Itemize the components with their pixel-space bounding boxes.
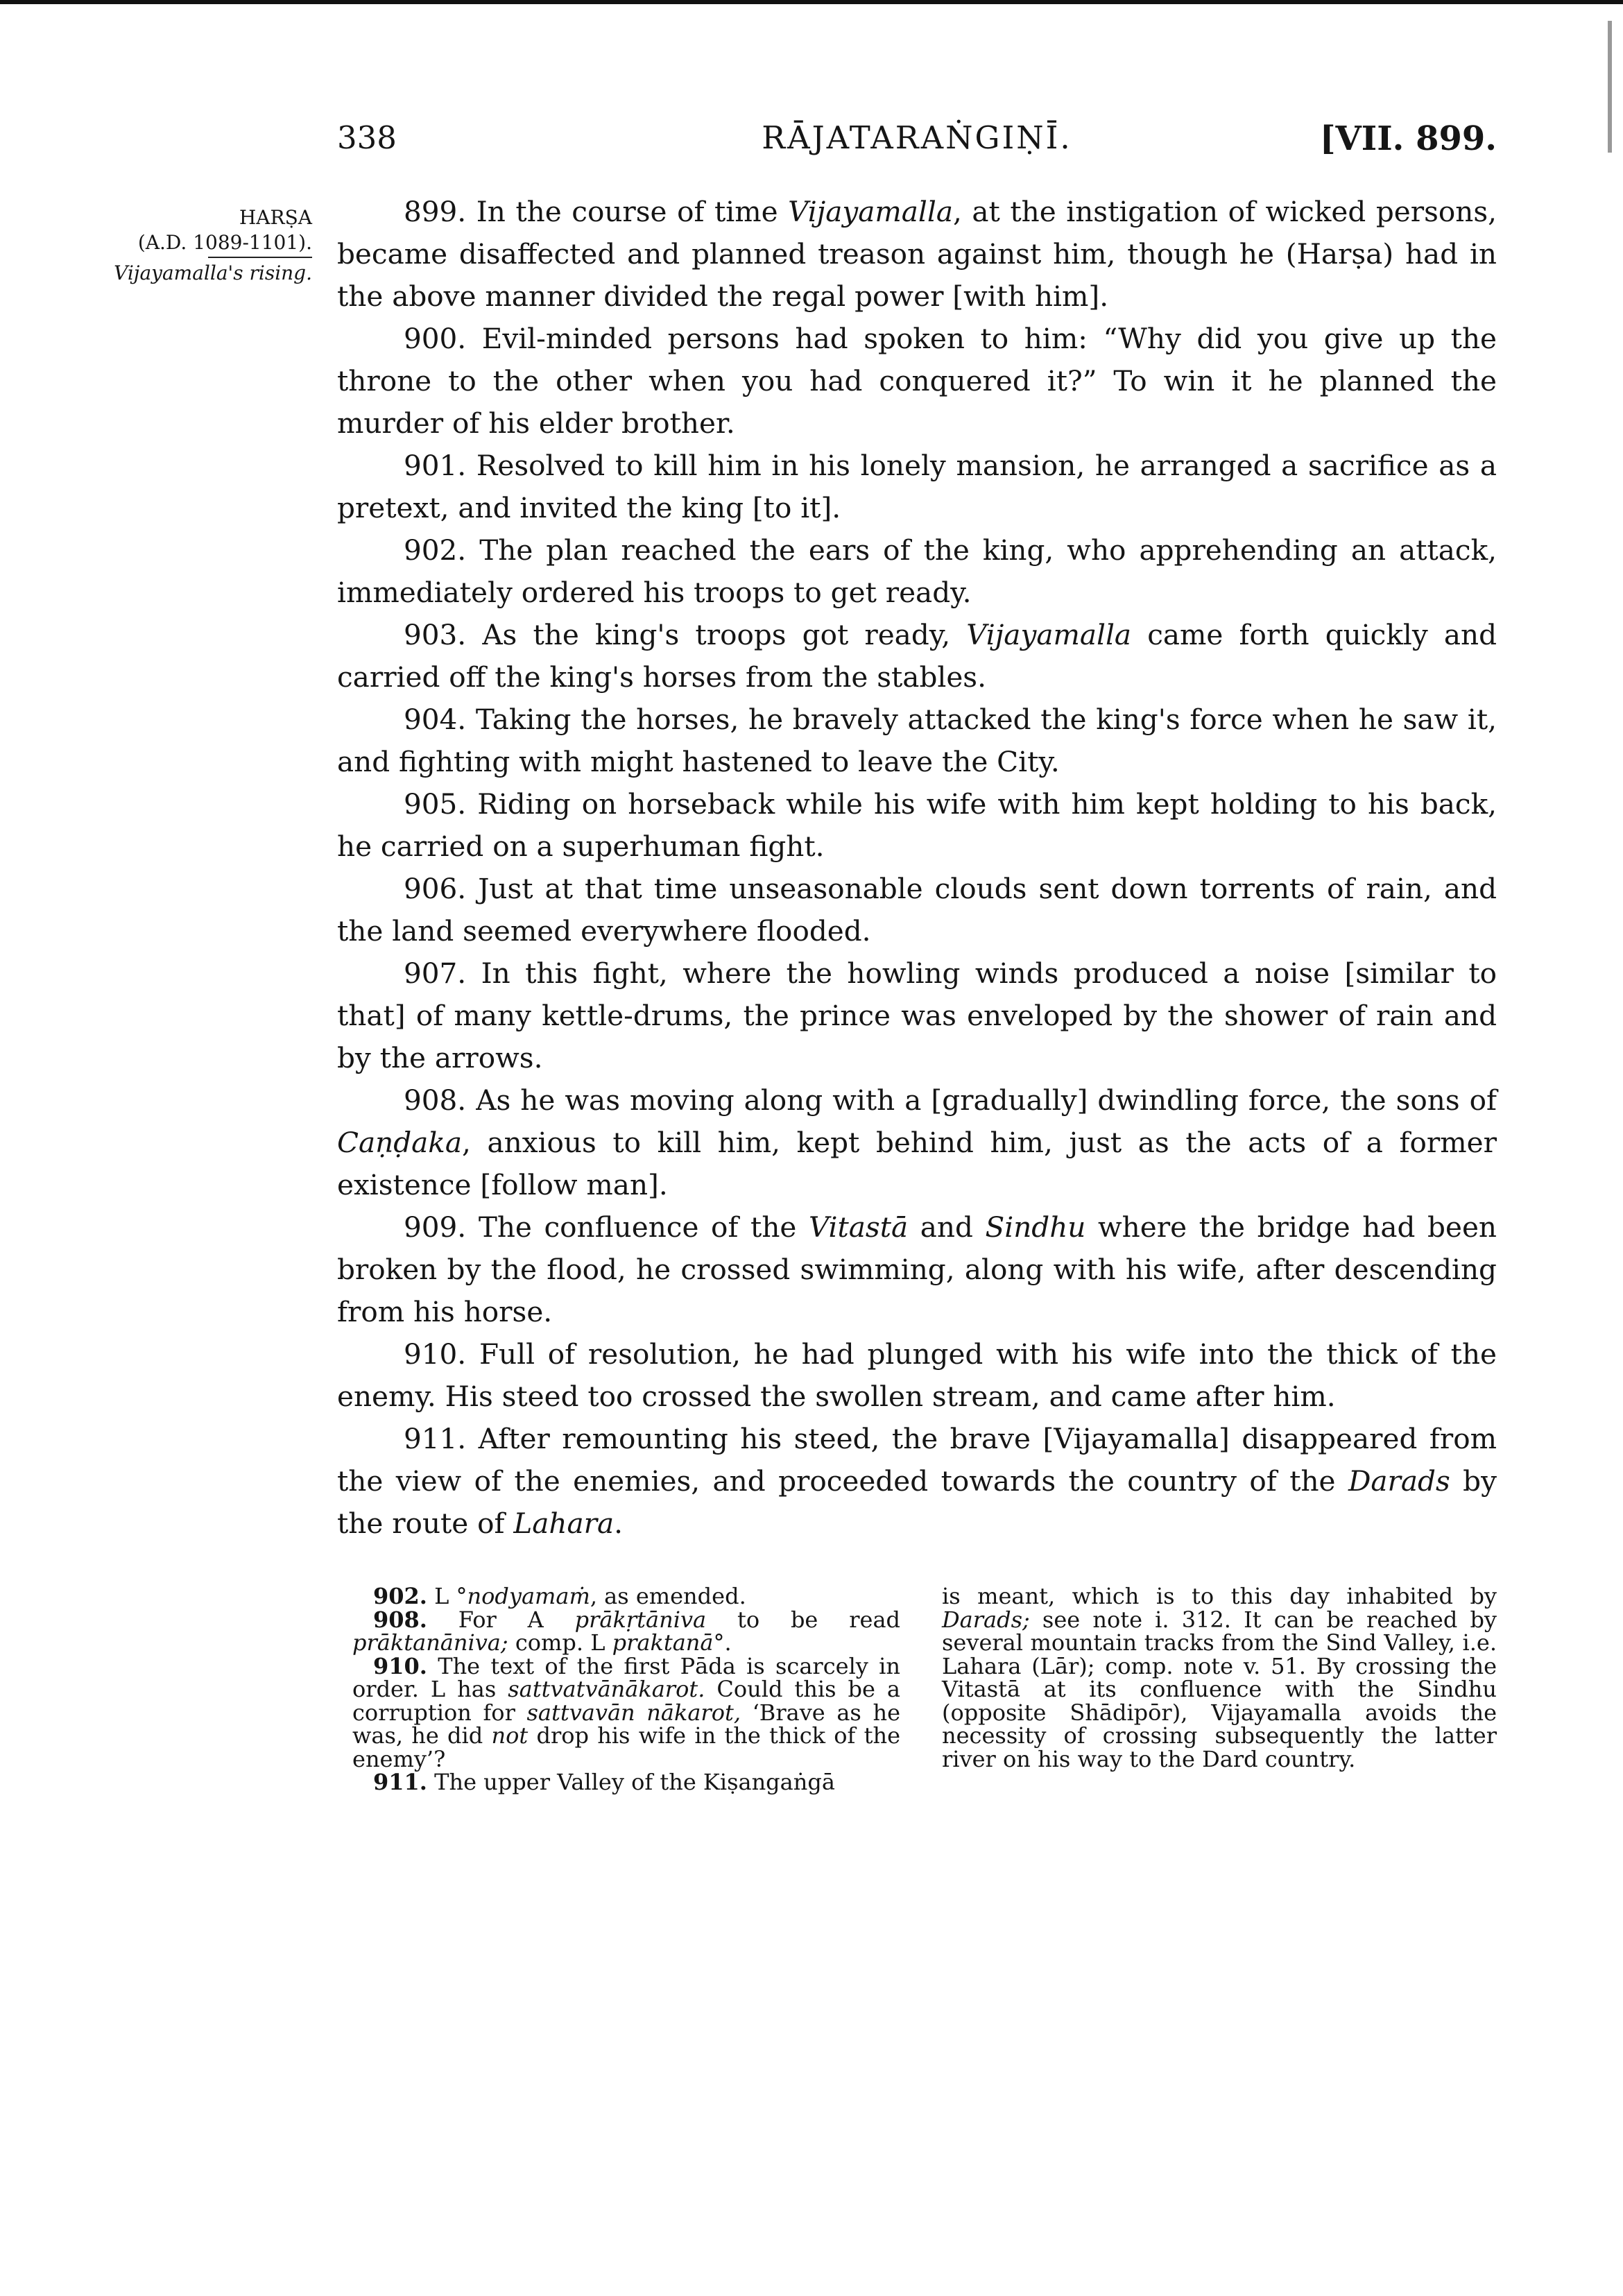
footnote-number: 910. [373,1652,427,1679]
verse-number: 907. [404,957,467,990]
footnote-number: 911. [373,1769,427,1795]
person-name: Vijayamalla [788,195,953,228]
margin-king: HARṢA [239,206,312,229]
scan-edge-mark [1608,21,1612,153]
person-name: Vijayamalla [966,618,1132,651]
verse-number: 903. [404,618,467,651]
verse-number: 899. [404,195,467,228]
footnote-908: 908. For A prākṛtāniva to be read prāktanāniva; comp. L praktanā°. [352,1606,901,1656]
section-reference: [VII. 899. [1319,119,1497,158]
verse-905: 905. Riding on horseback while his wife with him kept holding to his back, he carried on a superhuman fight. [337,787,1497,863]
verse-906: 906. Just at that time unseasonable clouds sent down torrents of rain, and the land seemed everywhere flooded. [337,872,1497,948]
footnote-910: 910. The text of the first Pāda is scarcely in order. L has sattvatvānākarot. Could this be a corruption for sattvavān nākarot, ‘Brave as he was, he did not drop his wife in the thick of the enemy’? [352,1652,901,1772]
verse-900: 900. Evil-minded persons had spoken to him: “Why did you give up the throne to the other when you had conquered it?” To win it he planned the murder of his elder brother. [337,322,1497,440]
page-header [337,119,1497,168]
verse-909: 909. The confluence of the Vitastā and Sindhu where the bridge had been broken by the flood, he crossed swimming, along with his wife, after descending from his horse. [337,1210,1497,1328]
verse-908: 908. As he was moving along with a [gradually] dwindling force, the sons of Caṇḍaka, anxious to kill him, kept behind him, just as the acts of a former existence [follow man]. [337,1083,1497,1201]
page-number: 338 [337,119,397,156]
verse-number: 905. [404,787,467,821]
margin-dates: (A.D. 1089-1101). [137,231,312,254]
margin-topic-text: Vijayamalla's rising. [114,262,312,284]
verse-number: 911. [404,1422,467,1455]
verse-number: 909. [404,1210,467,1244]
verse-899: 899. In the course of time Vijayamalla, at the instigation of wicked persons, became disaffected and planned treason against him, though he (Harṣa) had in the above manner divided the regal power [with him]. [337,195,1497,313]
running-title: RĀJATARAṄGIṆĪ. [762,119,1072,156]
verse-number: 902. [404,533,467,567]
verse-910: 910. Full of resolution, he had plunged with his wife into the thick of the enemy. His steed too crossed the swollen stream, and came after him. [337,1337,1497,1413]
verse-901: 901. Resolved to kill him in his lonely mansion, he arranged a sacrifice as a pretext, and invited the king [to it]. [337,449,1497,524]
river-name: Vitastā [809,1210,909,1244]
footnote-number: 908. [373,1606,427,1633]
river-name: Sindhu [985,1210,1086,1244]
verse-903: 903. As the king's troops got ready, Vijayamalla came forth quickly and carried off the king's horses from the stables. [337,618,1497,694]
verse-number: 901. [404,449,467,482]
people-name: Darads [1348,1464,1450,1498]
verse-number: 908. [404,1083,467,1117]
verse-number: 906. [404,872,467,905]
verse-number: 904. [404,703,467,736]
verse-904: 904. Taking the horses, he bravely attacked the king's force when he saw it, and fighting with might hastened to leave the City. [337,703,1497,778]
footnotes-left-column [352,1585,900,1794]
footnote-911 [352,1771,900,1794]
place-name: Lahara [513,1507,615,1540]
footnote-911-text: The upper Valley of the Kiṣangaṅgā [434,1769,835,1795]
footnote-902: 902. L °nodyamaṁ, as emended. [373,1583,746,1609]
verse-907: 907. In this fight, where the howling winds produced a noise [similar to that] of many kettle-drums, the prince was enveloped by the shower of rain and by the arrows. [337,957,1497,1074]
top-border-rule [0,0,1623,4]
footnote-911-continued: is meant, which is to this day inhabited by Darads; see note i. 312. It can be reached by several mountain tracks from the Sind Valley, i.e. Lahara (Lār); comp. note v. 51. By crossing the Vitastā at its confluence with the Sindhu (opposite Shādipōr), Vijayamalla avoids the necessity of crossing subsequently the latter river on his way to the Dard country. [942,1583,1497,1772]
verse-902: 902. The plan reached the ears of the king, who apprehending an attack, immediately ordered his troops to get ready. [337,533,1497,609]
footnote-911-cont-a: is meant, which is to this day inhabited by [942,1583,1497,1609]
person-name: Caṇḍaka [337,1126,462,1159]
margin-topic [83,261,312,286]
main-text [337,191,1497,1545]
verse-911: 911. After remounting his steed, the brave [Vijayamalla] disappeared from the view of the enemies, and proceeded towards the country of the Darads by the route of Lahara. [337,1422,1497,1540]
footnotes-right-column [942,1585,1497,1771]
margin-note [83,205,312,286]
footnote-number: 902. [373,1583,427,1609]
verse-number: 900. [404,322,467,355]
margin-rule [208,257,312,258]
verse-number: 910. [404,1337,467,1371]
